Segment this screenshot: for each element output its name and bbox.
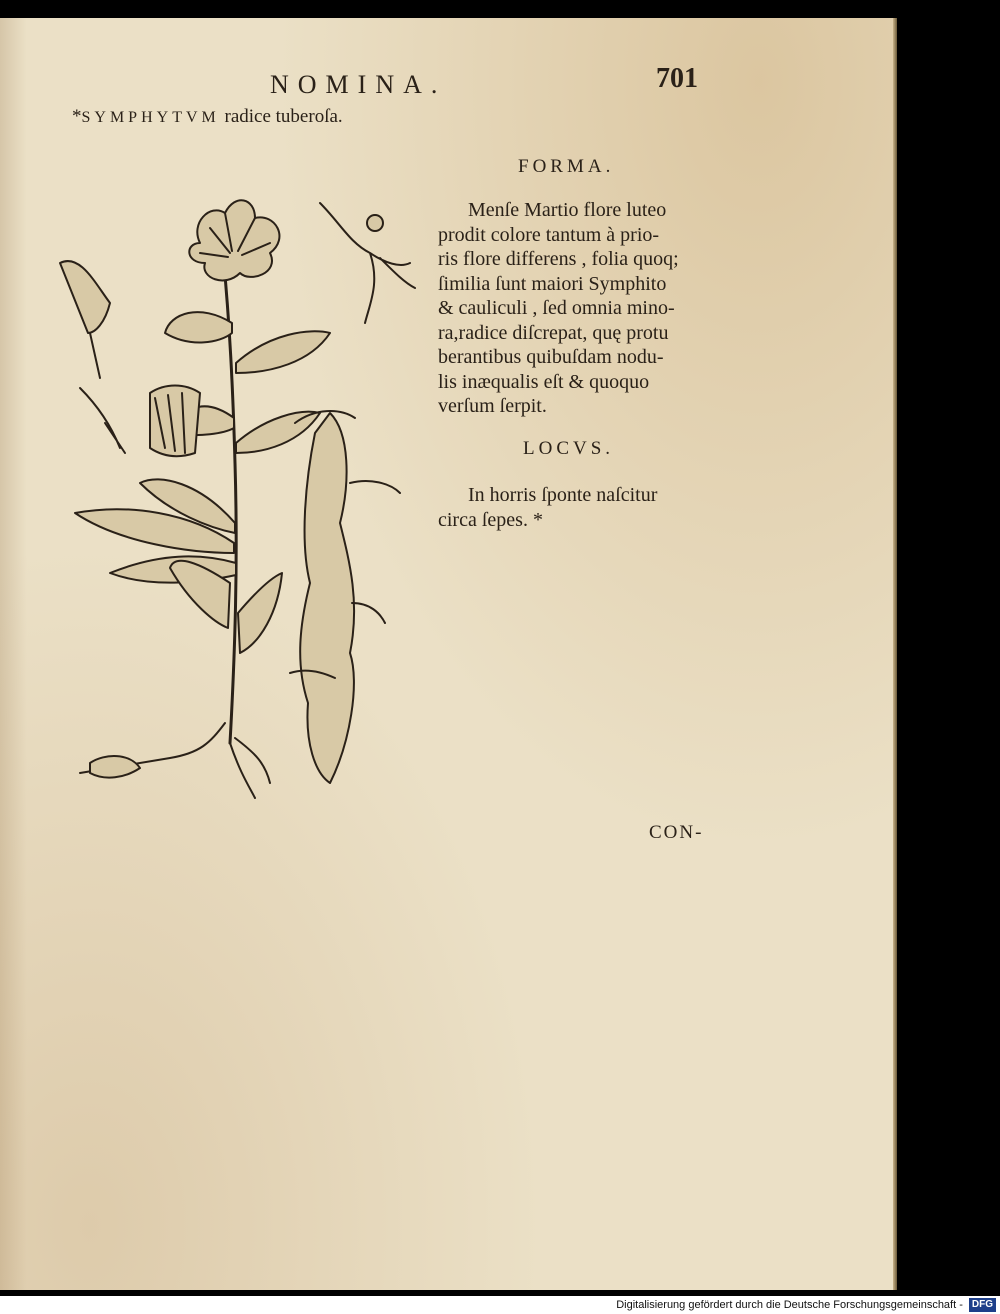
section-title-forma: FORMA. xyxy=(518,156,615,177)
text-line: prodit colore tantum à prio- xyxy=(438,223,660,246)
footer-credit: Digitalisierung gefördert durch die Deutsche Forschungsgemeinschaft - xyxy=(616,1299,963,1311)
dfg-logo: DFG xyxy=(969,1298,996,1312)
text-line: ra,radice diſcrepat, quę protu xyxy=(438,321,669,344)
text-line: Menſe Martio flore luteo xyxy=(468,199,667,221)
running-title: NOMINA. xyxy=(270,70,447,99)
text-line: In horris ſponte naſcitur xyxy=(468,484,658,506)
section-title-locus: LOCVS. xyxy=(523,438,615,459)
locus-text xyxy=(438,483,657,532)
text-line: lis inæqualis eſt & quoquo xyxy=(438,370,650,393)
caption-plant-name: SYMPHYTVM xyxy=(81,109,220,126)
book-page xyxy=(0,18,893,1290)
text-line: circa ſepes. * xyxy=(438,508,543,531)
text-line: berantibus quibuſdam nodu- xyxy=(438,346,664,368)
page-edge xyxy=(893,18,897,1290)
text-line: & cauliculi , ſed omnia mino- xyxy=(438,297,675,319)
page-number: 701 xyxy=(656,63,698,94)
caption-asterisk: * xyxy=(72,106,82,127)
catchword: CON- xyxy=(649,822,704,843)
digitization-footer xyxy=(0,1296,1000,1314)
caption-rest: radice tuberoſa. xyxy=(219,106,343,127)
text-line: verſum ſerpit. xyxy=(438,395,547,417)
plant-woodcut-illustration xyxy=(50,183,450,823)
forma-text xyxy=(438,198,679,419)
text-line: ſimilia ſunt maiori Symphito xyxy=(438,272,667,295)
text-line: ris flore differens , folia quoq; xyxy=(438,248,679,270)
figure-caption xyxy=(72,106,343,128)
